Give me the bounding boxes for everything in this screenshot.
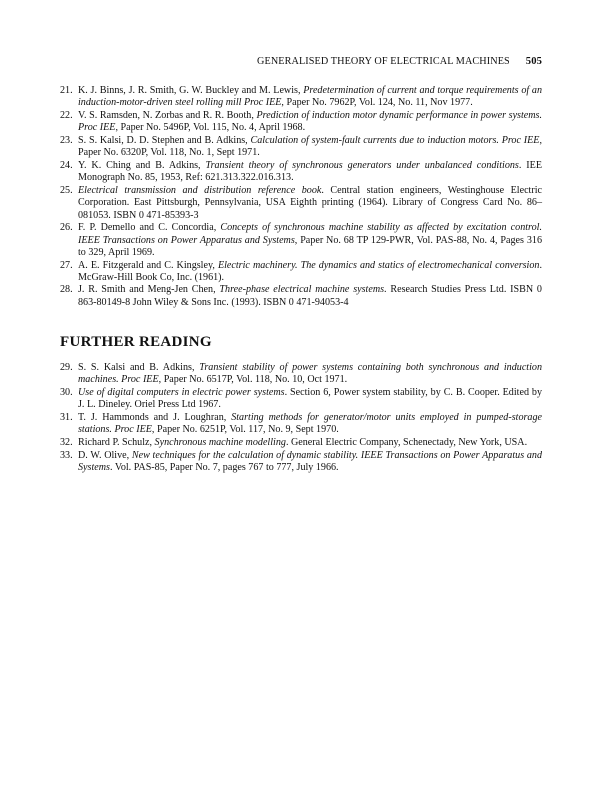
reference-authors: D. W. Olive, — [78, 449, 132, 461]
reference-item — [60, 387, 542, 412]
reference-title: Concepts of synchronous machine stability as affected by excitation control. IEEE Transactions on Power Apparatus and Systems — [78, 222, 542, 246]
reference-source: , Paper No. 68 TP 129-PWR, Vol. PAS-88, No. 4, Pages 316 to 329, April 1969. — [78, 234, 542, 258]
reference-source: , Paper No. 6251P, Vol. 117, No. 9, Sept 1970. — [151, 424, 339, 436]
reference-title: Transient stability of power systems containing both synchronous and induction machines. Proc IEE — [78, 362, 543, 386]
section-heading: FURTHER READING — [60, 334, 212, 350]
reference-title: Prediction of induction motor dynamic performance in power systems. Proc IEE — [78, 109, 543, 134]
reference-item — [60, 260, 542, 285]
reference-item — [60, 437, 542, 449]
reference-title: Predetermination of current and torque requirements of an induction-motor-driven steel rolling mill Proc IEE — [78, 85, 543, 109]
reference-authors: S. S. Kalsi and B. Adkins, — [78, 362, 200, 373]
reference-item — [60, 222, 542, 259]
reference-source: . Section 6, Power system stability, by C. B. Cooper. Edited by J. L. Dineley. Oriel Press Ltd 1967. — [78, 386, 543, 411]
page-number: 505 — [525, 56, 542, 67]
reference-number: 26. — [60, 222, 73, 234]
reference-number: 24. — [60, 159, 73, 171]
reference-number: 31. — [60, 411, 73, 423]
reference-source: . General Electric Company, Schenectady, New York, USA. — [285, 436, 528, 448]
running-header — [60, 56, 542, 68]
reference-item — [60, 85, 542, 110]
reference-item — [60, 185, 542, 222]
running-title: GENERALISED THEORY OF ELECTRICAL MACHINES — [257, 56, 510, 67]
reference-item — [60, 450, 542, 475]
reference-item — [60, 362, 542, 387]
reference-source: . McGraw-Hill Book Co, Inc. (1961). — [78, 259, 542, 283]
reference-title: Three-phase electrical machine systems — [219, 284, 385, 296]
reference-item — [60, 160, 542, 185]
reference-number: 27. — [60, 259, 73, 271]
reference-authors: S. S. Kalsi, D. D. Stephen and B. Adkins, — [78, 134, 251, 146]
reference-authors: A. E. Fitzgerald and C. Kingsley, — [78, 259, 218, 271]
reference-number: 30. — [60, 386, 73, 398]
reference-source: , Paper No. 6320P, Vol. 118, No. 1, Sept 1971. — [78, 134, 542, 159]
reference-number: 29. — [60, 362, 73, 373]
reference-title: Electrical transmission and distribution reference book — [78, 184, 322, 196]
reference-item — [60, 412, 542, 437]
reference-source: . Vol. PAS-85, Paper No. 7, pages 767 to 777, July 1966. — [109, 461, 339, 473]
reference-title: Use of digital computers in electric power systems — [78, 386, 285, 398]
reference-item — [60, 135, 542, 160]
reference-item — [60, 110, 542, 135]
further-reading-list — [60, 362, 542, 475]
reference-list — [60, 85, 542, 309]
reference-number: 33. — [60, 449, 73, 461]
reference-number: 23. — [60, 134, 73, 146]
reference-item — [60, 284, 542, 309]
reference-title: New techniques for the calculation of dynamic stability. IEEE Transactions on Power Apparatus and Systems — [78, 449, 542, 473]
reference-authors: Y. K. Ching and B. Adkins, — [78, 159, 206, 171]
reference-source: . Research Studies Press Ltd. ISBN 0 863-80149-8 John Wiley & Sons Inc. (1993). ISBN 0 471-94053-4 — [78, 284, 542, 308]
reference-title: Transient theory of synchronous generators under unbalanced conditions — [205, 159, 519, 171]
reference-authors: V. S. Ramsden, N. Zorbas and R. R. Booth, — [78, 109, 257, 121]
reference-source: . IEE Monograph No. 85, 1953, Ref: 621.313.322.016.313. — [78, 159, 542, 184]
reference-authors: T. J. Hammonds and J. Loughran, — [78, 411, 232, 423]
reference-authors: K. J. Binns, J. R. Smith, G. W. Buckley and M. Lewis, — [78, 85, 304, 96]
reference-number: 21. — [60, 85, 73, 96]
reference-title: Calculation of system-fault currents due to induction motors. Proc IEE — [250, 134, 540, 146]
reference-title: Starting methods for generator/motor units employed in pumped-storage stations. Proc IEE — [78, 411, 542, 436]
reference-title: Synchronous machine modelling — [154, 436, 286, 448]
reference-number: 28. — [60, 284, 73, 296]
reference-authors: Richard P. Schulz, — [78, 436, 155, 448]
reference-title: Electric machinery. The dynamics and statics of electromechanical conversion — [217, 259, 540, 271]
reference-authors: F. P. Demello and C. Concordia, — [78, 222, 221, 234]
reference-authors: J. R. Smith and Meng-Jen Chen, — [78, 284, 220, 296]
reference-number: 25. — [60, 184, 73, 196]
reference-source: , Paper No. 7962P, Vol. 124, No. 11, Nov 1977. — [281, 97, 473, 109]
reference-number: 22. — [60, 109, 73, 121]
reference-source: , Paper No. 5496P, Vol. 115, No. 4, April 1968. — [115, 122, 306, 134]
reference-source: , Paper No. 6517P, Vol. 118, No. 10, Oct 1971. — [158, 374, 348, 386]
reference-number: 32. — [60, 436, 73, 448]
reference-source: . Central station engineers, Westinghouse Electric Corporation. East Pittsburgh, Pennsylvania, USA Eighth printing (1964). Library of Congress Card No. 86–081053. ISBN 0 471-85393-3 — [78, 184, 542, 221]
